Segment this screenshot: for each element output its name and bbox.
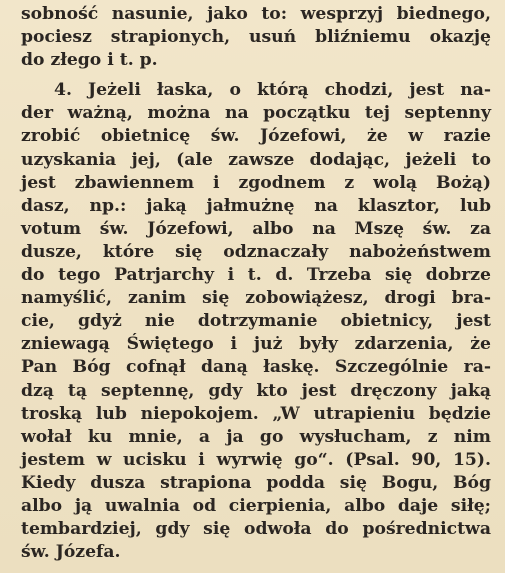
text-line: tembardziej, gdy się odwoła do pośrednictwa bbox=[21, 519, 491, 540]
text-line: sobność nasunie, jako to: wesprzyj biednego, bbox=[21, 4, 491, 24]
text-line: zniewagą Świętego i już były zdarzenia, że bbox=[21, 334, 491, 355]
text-line: dzą tą septennę, gdy kto jest dręczony jaką bbox=[21, 380, 491, 401]
text-line: votum św. Józefowi, albo na Mszę św. za bbox=[21, 218, 491, 239]
body-text bbox=[21, 3, 491, 564]
paragraph-point-4 bbox=[21, 79, 491, 564]
text-line: św. Józefa. bbox=[21, 542, 121, 563]
text-line: dasz, np.: jaką jałmużnę na klasztor, lub bbox=[21, 195, 491, 216]
text-line: jest zbawiennem i zgodnem z wolą Bożą) bbox=[21, 172, 491, 193]
text-line: Pan Bóg cofnął daną łaskę. Szczególnie ra- bbox=[21, 357, 491, 378]
text-line: 4. Jeżeli łaska, o którą chodzi, jest na- bbox=[54, 80, 491, 101]
text-line: dusze, które się odznaczały nabożeństwem bbox=[21, 241, 491, 262]
text-line: pociesz strapionych, usuń bliźniemu okazję bbox=[21, 27, 491, 48]
text-line: namyślić, zanim się zobowiążesz, drogi bra- bbox=[21, 288, 491, 309]
text-line: albo ją uwalnia od cierpienia, albo daje siłę; bbox=[21, 495, 491, 516]
text-line: der ważną, można na początku tej septenny bbox=[21, 103, 491, 124]
text-line: jestem w ucisku i wyrwię go“. (Psal. 90, 15). bbox=[21, 449, 491, 470]
text-line: do złego i t. p. bbox=[21, 50, 158, 71]
text-line: wołał ku mnie, a ja go wysłucham, z nim bbox=[21, 426, 491, 447]
paragraph-gap bbox=[21, 72, 491, 79]
text-line: Kiedy dusza strapiona podda się Bogu, Bóg bbox=[21, 472, 491, 493]
text-line: cie, gdyż nie dotrzymanie obietnicy, jest bbox=[21, 311, 491, 332]
text-line: troską lub niepokojem. „W utrapieniu będzie bbox=[21, 403, 491, 424]
paragraph-continuation bbox=[21, 3, 491, 72]
text-line: do tego Patrjarchy i t. d. Trzeba się dobrze bbox=[21, 265, 491, 286]
text-line: uzyskania jej, (ale zawsze dodając, jeżeli to bbox=[21, 149, 491, 170]
text-line: zrobić obietnicę św. Józefowi, że w razie bbox=[21, 126, 491, 147]
